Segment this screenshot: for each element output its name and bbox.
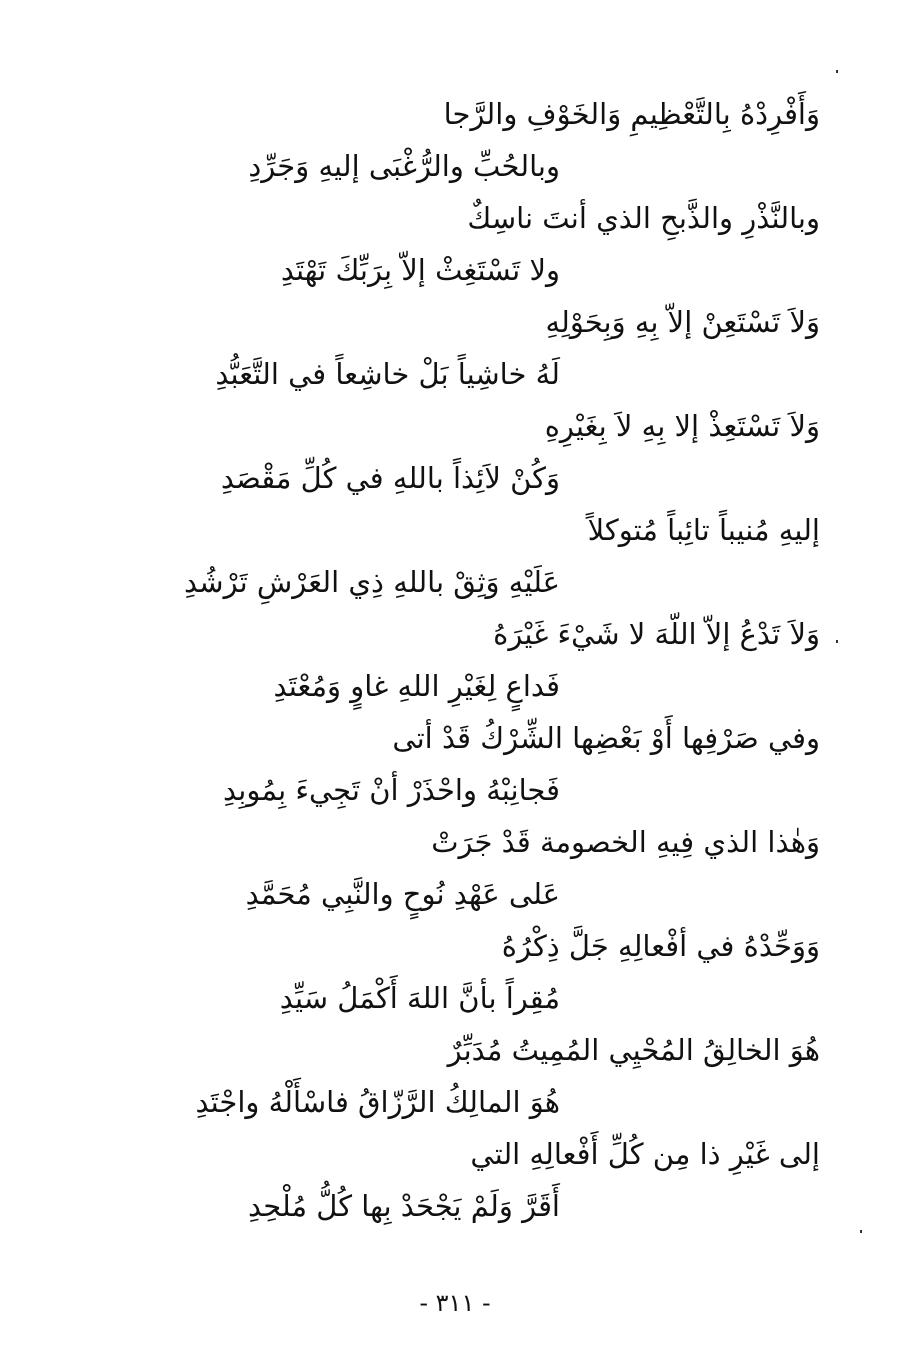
verse-first-hemistich: وَلاَ تَدْعُ إلاّ اللّهَ لا شَيْءَ غَيْرَهُ <box>493 617 820 651</box>
verse-first-hemistich: وَلاَ تَسْتَعِنْ إلاّ بِهِ وَبِحَوْلِهِ <box>545 305 820 339</box>
verse-first-hemistich: إليهِ مُنيباً تائِباً مُتوكلاً <box>587 513 820 547</box>
verse <box>120 1128 820 1232</box>
verse <box>120 712 820 816</box>
verse-second-hemistich: فَجانِبْهُ واحْذَرْ أنْ تَجِيءَ بِمُوبِدِ <box>223 773 560 807</box>
verse <box>120 816 820 920</box>
poem-verses <box>120 88 820 1232</box>
verse-first-hemistich: هُوَ الخالِقُ المُحْيِي المُمِيتُ مُدَبِّرٌ <box>447 1033 820 1067</box>
verse-first-hemistich: وَوَحِّدْهُ في أفْعالِهِ جَلَّ ذِكْرُهُ <box>501 929 820 963</box>
verse <box>120 400 820 504</box>
verse-second-hemistich: مُقِراً بأنَّ اللهَ أَكْمَلُ سَيِّدِ <box>279 981 560 1015</box>
verse-second-hemistich: عَلَيْهِ وَثِقْ باللهِ ذِي العَرْشِ تَرْشُدِ <box>184 565 560 599</box>
verse-first-hemistich: إلى غَيْرِ ذا مِن كُلِّ أَفْعالِهِ التي <box>470 1137 820 1171</box>
page-number: - ٣١١ - <box>419 1289 491 1317</box>
verse <box>120 296 820 400</box>
verse-second-hemistich: عَلى عَهْدِ نُوحٍ والنَّبِي مُحَمَّدِ <box>245 877 560 911</box>
verse <box>120 1024 820 1128</box>
verse-first-hemistich: وَأَفْرِدْهُ بِالتَّعْظِيمِ وَالخَوْفِ والرَّجا <box>443 97 820 131</box>
verse-second-hemistich: هُوَ المالِكُ الرَّزّاقُ فاسْأَلْهُ واجْتَدِ <box>195 1085 560 1119</box>
verse-first-hemistich: وَلاَ تَسْتَعِذْ إلا بِهِ لاَ بِغَيْرِهِ <box>544 409 820 443</box>
margin-mark <box>860 1230 862 1233</box>
verse <box>120 88 820 192</box>
verse-first-hemistich: وبالنَّذْرِ والذَّبحِ الذي أنتَ ناسِكٌ <box>467 201 820 235</box>
margin-mark <box>836 640 838 643</box>
verse-second-hemistich: وبالحُبِّ والرُّغْبَى إليهِ وَجَرِّدِ <box>248 149 560 183</box>
verse-first-hemistich: وَهٰذا الذي فِيهِ الخصومة قَدْ جَرَتْ <box>431 825 820 859</box>
verse-second-hemistich: فَداعٍ لِغَيْرِ اللهِ غاوٍ وَمُعْتَدِ <box>273 669 560 703</box>
verse <box>120 504 820 608</box>
verse-first-hemistich: وفي صَرْفِها أَوْ بَعْضِها الشِّرْكُ قَدْ أتى <box>392 721 820 755</box>
verse-second-hemistich: لَهُ خاشِياً بَلْ خاشِعاً في التَّعَبُّدِ <box>215 357 560 391</box>
verse-second-hemistich: ولا تَسْتَغِثْ إلاّ بِرَبِّكَ تَهْتَدِ <box>280 253 560 287</box>
verse <box>120 920 820 1024</box>
verse-second-hemistich: أَقَرَّ وَلَمْ يَجْحَدْ بِها كُلُّ مُلْحِدِ <box>247 1189 560 1223</box>
margin-mark <box>836 70 838 73</box>
verse <box>120 608 820 712</box>
verse <box>120 192 820 296</box>
verse-second-hemistich: وَكُنْ لاَئِذاً باللهِ في كُلِّ مَقْصَدِ <box>220 461 560 495</box>
